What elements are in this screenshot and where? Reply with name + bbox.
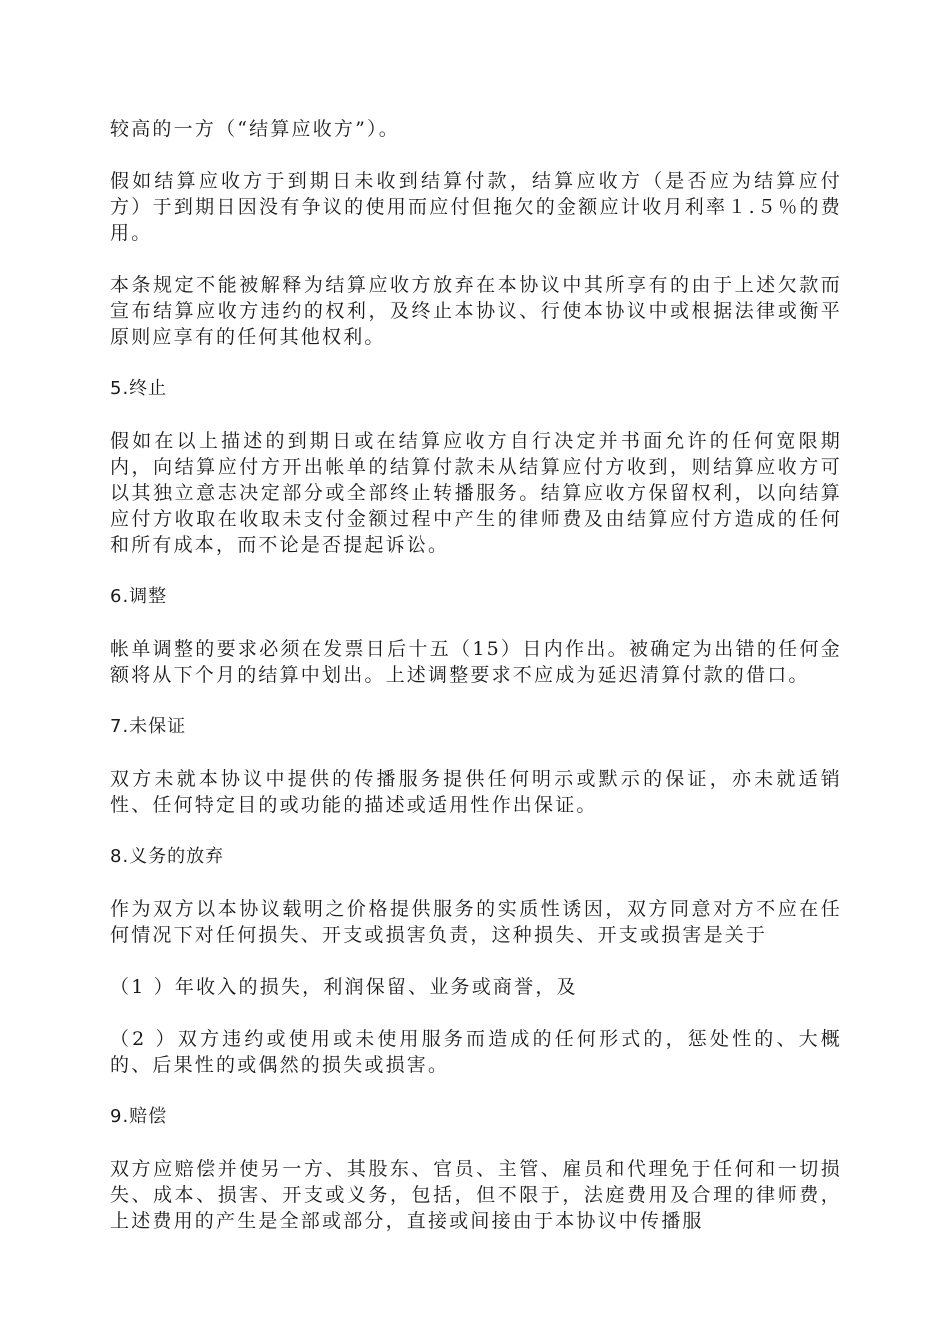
paragraph-no-warranty: 双方未就本协议中提供的传播服务提供任何明示或默示的保证，亦未就适销性、任何特定目的或功能的描述或适用性作出保证。 — [110, 768, 842, 816]
section-heading-adjustment: 6.调整 — [110, 586, 168, 607]
section-heading-no-warranty: 7.未保证 — [110, 716, 187, 737]
paragraph-adjustment: 帐单调整的要求必须在发票日后十五（15）日内作出。被确定为出错的任何金额将从下个月的结算中划出。上述调整要求不应成为延迟清算付款的借口。 — [110, 638, 842, 686]
section-heading-indemnity: 9.赔偿 — [110, 1106, 168, 1127]
paragraph-indemnity: 双方应赔偿并使另一方、其股东、官员、主管、雇员和代理免于任何和一切损失、成本、损害、开支或义务，包括，但不限于，法庭费用及合理的律师费，上述费用的产生是全部或部分，直接或间接由于本协议中传播服 — [110, 1158, 842, 1232]
paragraph-waiver-item-1: （1 ）年收入的损失，利润保留、业务或商誉，及 — [110, 976, 578, 998]
paragraph-rights-reserved: 本条规定不能被解释为结算应收方放弃在本协议中其所享有的由于上述欠款而宣布结算应收方违约的权利，及终止本协议、行使本协议中或根据法律或衡平原则应享有的任何其他权利。 — [110, 274, 842, 348]
paragraph-waiver-item-2: （2 ）双方违约或使用或未使用服务而造成的任何形式的，惩处性的、大概的、后果性的或偶然的损失或损害。 — [110, 1028, 842, 1076]
paragraph-settlement-receiver: 较高的一方（“结算应收方”）。 — [110, 118, 400, 140]
document-page — [110, 116, 842, 1260]
paragraph-late-payment-interest: 假如结算应收方于到期日未收到结算付款，结算应收方（是否应为结算应付方）于到期日因没有争议的使用而应付但拖欠的金额应计收月利率１.５％的费用。 — [110, 170, 842, 244]
paragraph-waiver: 作为双方以本协议载明之价格提供服务的实质性诱因，双方同意对方不应在任何情况下对任何损失、开支或损害负责，这种损失、开支或损害是关于 — [110, 898, 842, 946]
section-heading-termination: 5.终止 — [110, 378, 168, 399]
paragraph-termination: 假如在以上描述的到期日或在结算应收方自行决定并书面允许的任何宽限期内，向结算应付方开出帐单的结算付款未从结算应付方收到，则结算应收方可以其独立意志决定部分或全部终止转播服务。结算应收方保留权利，以向结算应付方收取在收取未支付金额过程中产生的律师费及由结算应付方造成的任何和所有成本，而不论是否提起诉讼。 — [110, 430, 842, 556]
section-heading-waiver: 8.义务的放弃 — [110, 846, 225, 867]
